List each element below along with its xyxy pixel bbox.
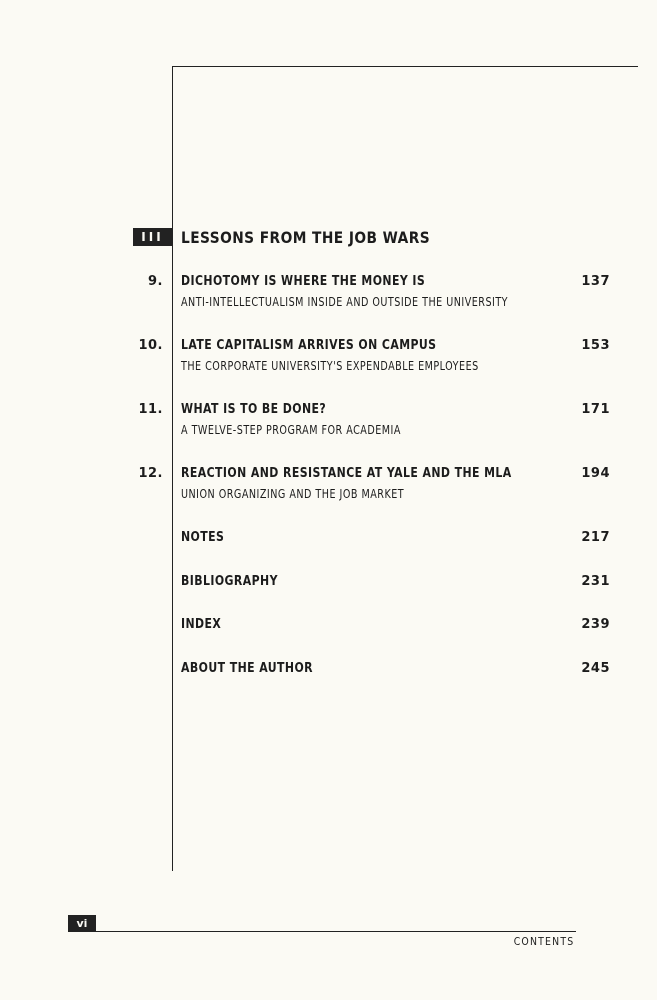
toc-bibliography[interactable] — [0, 574, 657, 614]
toc-chapter-9[interactable] — [0, 274, 657, 314]
chapter-page-number: 153 — [581, 338, 610, 353]
toc-chapter-12[interactable] — [0, 466, 657, 506]
chapter-title: REACTION AND RESISTANCE AT YALE AND THE MLA — [181, 466, 512, 481]
chapter-subtitle: THE CORPORATE UNIVERSITY'S EXPENDABLE EMPLOYEES — [181, 359, 479, 373]
chapter-number: 11. — [138, 402, 163, 417]
chapter-number: 10. — [138, 338, 163, 353]
toc-notes[interactable] — [0, 530, 657, 570]
back-matter-page-number: 239 — [581, 617, 610, 632]
part-title: LESSONS FROM THE JOB WARS — [181, 228, 431, 247]
toc-about-the-author[interactable] — [0, 661, 657, 701]
folio-box — [68, 915, 96, 932]
top-rule — [172, 66, 638, 67]
back-matter-page-number: 217 — [581, 530, 610, 545]
chapter-title: DICHOTOMY IS WHERE THE MONEY IS — [181, 274, 426, 289]
chapter-subtitle: UNION ORGANIZING AND THE JOB MARKET — [181, 487, 405, 501]
toc-chapter-10[interactable] — [0, 338, 657, 378]
back-matter-title: ABOUT THE AUTHOR — [181, 661, 314, 676]
back-matter-page-number: 245 — [581, 661, 610, 676]
chapter-subtitle: A TWELVE-STEP PROGRAM FOR ACADEMIA — [181, 423, 401, 437]
chapter-page-number: 194 — [581, 466, 610, 481]
chapter-title: LATE CAPITALISM ARRIVES ON CAMPUS — [181, 338, 437, 353]
toc-index[interactable] — [0, 617, 657, 657]
chapter-page-number: 171 — [581, 402, 610, 417]
chapter-title: WHAT IS TO BE DONE? — [181, 402, 327, 417]
part-numeral-box — [133, 228, 172, 246]
chapter-subtitle: ANTI-INTELLECTUALISM INSIDE AND OUTSIDE THE UNIVERSITY — [181, 295, 509, 309]
chapter-number: 12. — [138, 466, 163, 481]
chapter-number: 9. — [148, 274, 163, 289]
back-matter-title: NOTES — [181, 530, 225, 545]
chapter-page-number: 137 — [581, 274, 610, 289]
part-numeral: III — [141, 230, 164, 244]
back-matter-title: BIBLIOGRAPHY — [181, 574, 278, 589]
footer-rule — [68, 931, 576, 932]
back-matter-title: INDEX — [181, 617, 222, 632]
toc-chapter-11[interactable] — [0, 402, 657, 442]
running-head: CONTENTS — [513, 935, 574, 948]
folio-page-number: vi — [76, 917, 88, 930]
back-matter-page-number: 231 — [581, 574, 610, 589]
